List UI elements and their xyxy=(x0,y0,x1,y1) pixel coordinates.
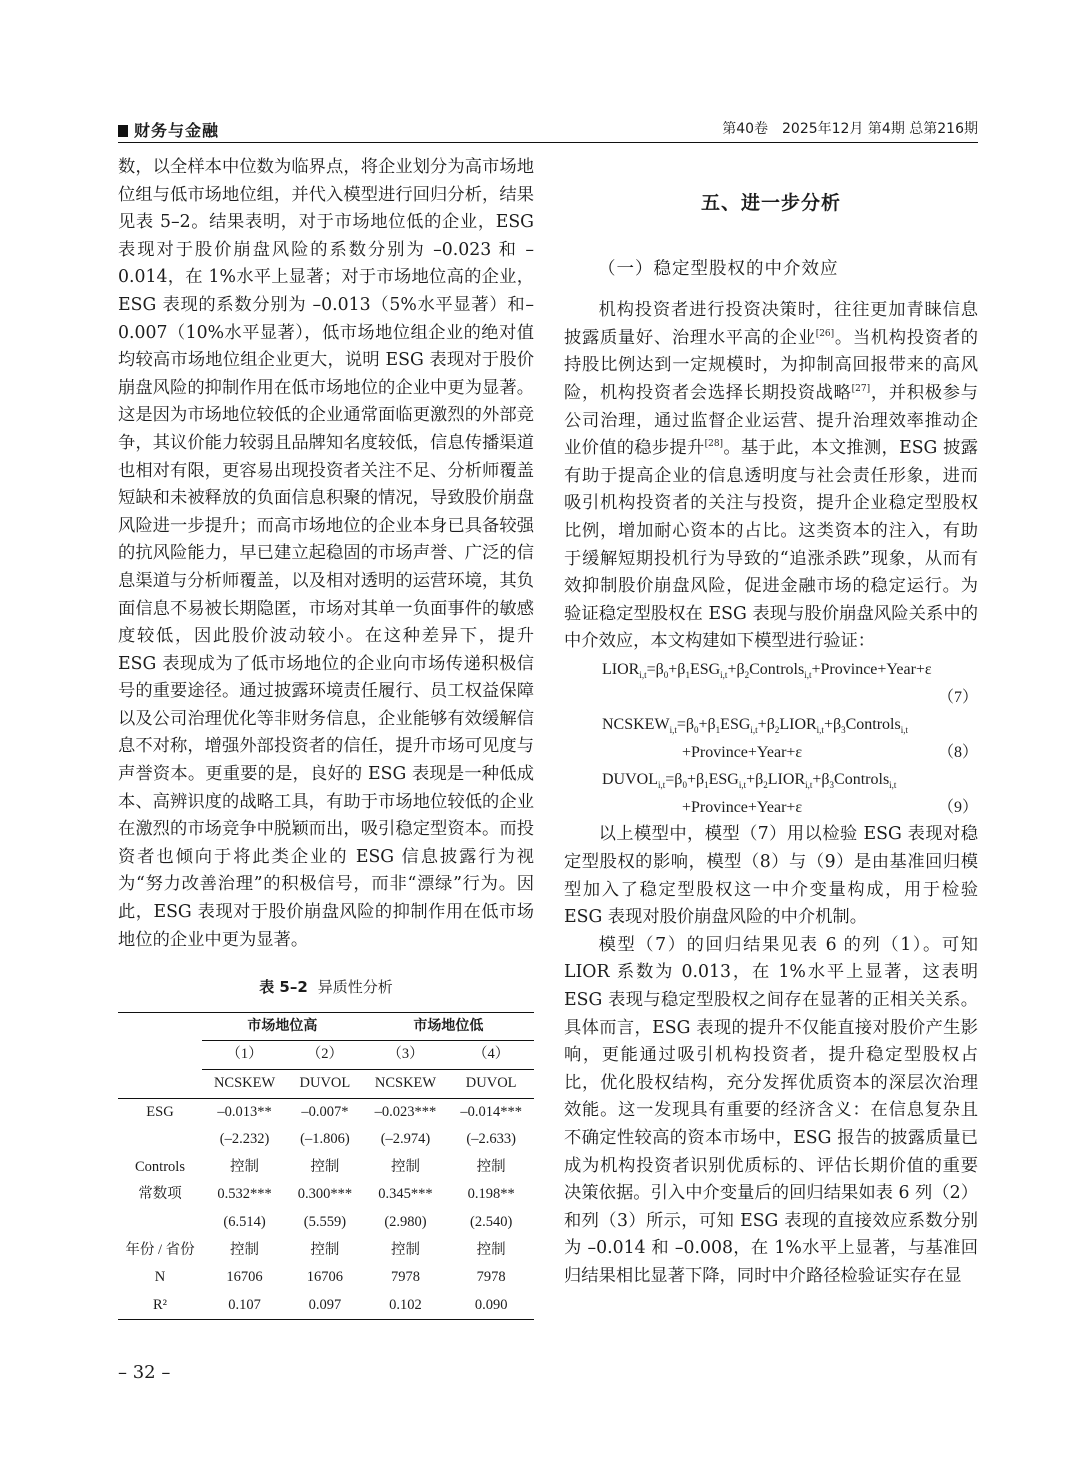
var-header: DUVOL xyxy=(448,1070,534,1099)
group-high-header: 市场地位高 xyxy=(202,1012,363,1041)
table-row xyxy=(118,1181,534,1209)
var-header: DUVOL xyxy=(287,1070,363,1099)
equation-number: （7） xyxy=(937,688,978,706)
table-cell: (2.540) xyxy=(470,1213,513,1230)
citation: [28] xyxy=(704,439,724,450)
equation-9: $DUVOL_{i,t}=\beta_0+\beta_1ESG_{i,t}+\beta_2LIOR_{i,t}+\beta_3Controls_{i,t}$ xyxy=(602,771,897,791)
heterogeneity-table xyxy=(118,1012,534,1321)
table-cell: (–2.974) xyxy=(380,1131,431,1148)
table-row xyxy=(118,1237,534,1265)
row-label xyxy=(118,1126,202,1154)
table-cell: –0.023*** xyxy=(374,1103,437,1120)
row-label: Controls xyxy=(135,1158,185,1175)
table-row xyxy=(118,1209,534,1237)
row-label: 常数项 xyxy=(138,1186,182,1203)
equation-8: $NCSKEW_{i,t}=\beta_0+\beta_1ESG_{i,t}+\beta_2LIOR_{i,t}+\beta_3Controls_{i,t}$ xyxy=(602,716,908,736)
row-label: ESG xyxy=(146,1103,174,1120)
table-cell: 0.107 xyxy=(202,1292,287,1320)
table-cell: 16706 xyxy=(226,1269,263,1286)
col-header: （1） xyxy=(202,1041,287,1070)
table-cell: 0.097 xyxy=(287,1292,363,1320)
section-title: 五、进一步分析 xyxy=(700,192,841,214)
subsection-title: （一）稳定型股权的中介效应 xyxy=(598,258,839,279)
table-row xyxy=(118,1264,534,1292)
equation-number: （8） xyxy=(937,743,978,761)
var-header: NCSKEW xyxy=(202,1070,287,1099)
equation-7: $LIOR_{i,t}=\beta_0+\beta_1ESG_{i,t}+\beta_2Controls_{i,t}+Province+Year+\varepsilon$ xyxy=(602,660,932,681)
col-header: （4） xyxy=(448,1041,534,1070)
row-label: N xyxy=(154,1269,166,1286)
table-cell: 0.090 xyxy=(448,1292,534,1320)
citation: [27] xyxy=(851,384,871,395)
page-number: – 32 – xyxy=(118,1362,171,1383)
table-cell: 控制 xyxy=(390,1241,420,1258)
table-cell: 16706 xyxy=(306,1269,344,1286)
table-cell: 控制 xyxy=(310,1158,340,1175)
right-paragraph-1: 机构投资者进行投资决策时，往往更加青睐信息披露质量好、治理水平高的企业[26]。当机构投资者的持股比例达到一定规模时，为抑制高回报带来的高风险，机构投资者会选择长期投资战略[27]，并积极参与公司治理，通过监督企业运营、提升治理效率推动企业价值的稳步提升[28]。基于此，本文推测，ESG 披露有助于提高企业的信息透明度与社会责任形象，进而吸引机构投资者的关注与投资，提升企业稳定型股权比例，增加耐心资本的占比。这类资本的注入，有助于缓解短期投机行为导致的“追涨杀跌”现象，从而有效抑制股价崩盘风险，促进金融市场的稳定运行。为验证稳定型股权在 ESG 表现与股价崩盘风险关系中的中介效应，本文构建如下模型进行验证： xyxy=(564,300,978,652)
right-column: 五、进一步分析 （一）稳定型股权的中介效应 机构投资者进行投资决策时，往往更加青睐信息披露质量好、治理水平高的企业[26]。当机构投资者的持股比例达到一定规模时，为抑制高回报带来的高风险，机构投资者会选择长期投资战略[27]，并积极参与公司治理，通过监督企业运营、提升治理效率推动企业价值的稳步提升[28]。基于此，本文推测，ESG 披露有助于提高企业的信息透明度与社会责任形象，进而吸引机构投资者的关注与投资，提升企业稳定型股权比例，增加耐心资本的占比。这类资本的注入，有助于缓解短期投机行为导致的“追涨杀跌”现象，从而有效抑制股价崩盘风险，促进金融市场的稳定运行。为验证稳定型股权在 ESG 表现与股价崩盘风险关系中的中介效应，本文构建如下模型进行验证： $LIOR_{i,t}=\beta_0+\beta_1ESG_{i,t}+\beta_2Controls_{i,t}+Province+Year+\varepsilon$ （7） $NCSKEW_{i,t}=\beta_0+\beta_1ESG_{i,t}+\beta_2LIOR_{i,t}+\beta_3Controls_{i,t}$ +Province+Year+ε （8） $DUVOL_{i,t}=\beta_0+\beta_1ESG_{i,t}+\beta_2LIOR_{i,t}+\beta_3Controls_{i,t}$ +Province+Year+ε （9） 以上模型中，模型（7）用以检验 ESG 表现对稳定型股权的影响，模型（8）与（9）是由基准回归模型加入了稳定型股权这一中介变量构成，用于检验 ESG 表现对股价崩盘风险的中介机制。 模型（7）的回归结果见表 6 的列（1）。可知 LIOR 系数为 0.013，在 1%水平上显著，这表明 ESG 表现与稳定型股权之间存在显著的正相关关系。具体而言，ESG 表现的提升不仅能直接对股价产生影响，更能通过吸引机构投资者，提升稳定型股权占比，优化股权结构，充分发挥优质资本的深层次治理效能。这一发现具有重要的经济含义：在信息复杂且不确定性较高的资本市场中，ESG 报告的披露质量已成为机构投资者识别优质标的、评估长期价值的重要决策依据。引入中介变量后的回归结果如表 6 列（2）和列（3）所示，可知 ESG 表现的直接效应系数分别为 –0.014 和 –0.008，在 1%水平上显著，与基准回归结果相比显著下降，同时中介路径检验证实存在显 xyxy=(564,154,978,1291)
table-cell: 0.198** xyxy=(467,1186,515,1203)
table-cell: –0.014*** xyxy=(460,1103,522,1120)
page-header xyxy=(118,118,978,142)
table-cell: 控制 xyxy=(230,1241,260,1258)
table-row xyxy=(118,1292,534,1320)
table-number: 表 5–2 xyxy=(259,978,308,997)
col-header: （2） xyxy=(287,1041,363,1070)
table-cell: 0.300*** xyxy=(297,1186,353,1203)
table-row xyxy=(118,1098,534,1126)
row-label: 年份 / 省份 xyxy=(125,1241,195,1258)
table-cell: 7978 xyxy=(476,1269,506,1286)
col-header: （3） xyxy=(363,1041,449,1070)
table-title: 异质性分析 xyxy=(317,978,393,997)
table-cell: 0.102 xyxy=(363,1292,449,1320)
header-rule xyxy=(118,142,978,143)
table-cell: 控制 xyxy=(476,1158,506,1175)
var-header: NCSKEW xyxy=(363,1070,449,1099)
table-row xyxy=(118,1126,534,1154)
table-cell: 控制 xyxy=(230,1158,260,1175)
table-cell: 控制 xyxy=(310,1241,340,1258)
table-cell: 7978 xyxy=(390,1269,420,1286)
table-cell: –0.013** xyxy=(217,1103,272,1120)
table-cell: (2.980) xyxy=(384,1213,427,1230)
right-paragraph-3: 模型（7）的回归结果见表 6 的列（1）。可知 LIOR 系数为 0.013，在 1%水平上显著，这表明 ESG 表现与稳定型股权之间存在显著的正相关关系。具体而言，ESG 表现的提升不仅能直接对股价产生影响，更能通过吸引机构投资者，提升稳定型股权占比，优化股权结构，充分发挥优质资本的深层次治理效能。这一发现具有重要的经济含义：在信息复杂且不确定性较高的资本市场中，ESG 报告的披露质量已成为机构投资者识别优质标的、评估长期价值的重要决策依据。引入中介变量后的回归结果如表 6 列（2）和列（3）所示，可知 ESG 表现的直接效应系数分别为 –0.014 和 –0.008，在 1%水平上显著，与基准回归结果相比显著下降，同时中介路径检验证实存在显 xyxy=(564,934,978,1286)
table-cell: (–2.633) xyxy=(466,1131,516,1148)
square-marker-icon xyxy=(118,125,128,137)
left-paragraph-1: 数，以全样本中位数为临界点，将企业划分为高市场地位组与低市场地位组，并代入模型进行回归分析，结果见表 5–2。结果表明，对于市场地位低的企业，ESG 表现对于股价崩盘风险的系数分别为 –0.023 和 –0.014，在 1%水平上显著；对于市场地位高的企业，ESG 表现的系数分别为 –0.013（5%水平显著）和–0.007（10%水平显著），低市场地位组企业的绝对值均较高市场地位组企业更大，说明 ESG 表现对于股价崩盘风险的抑制作用在低市场地位的企业中更为显著。这是因为市场地位较低的企业通常面临更激烈的外部竞争，其议价能力较弱且品牌知名度较低，信息传播渠道也相对有限，更容易出现投资者关注不足、分析师覆盖短缺和未被释放的负面信息积聚的情况，导致股价崩盘风险进一步提升；而高市场地位的企业本身已具备较强的抗风险能力，早已建立起稳固的市场声誉、广泛的信息渠道与分析师覆盖，以及相对透明的运营环境，其负面信息不易被长期隐匿，市场对其单一负面事件的敏感度较低，因此股价波动较小。在这种差异下，提升 ESG 表现成为了低市场地位的企业向市场传递积极信号的重要途径。通过披露环境责任履行、员工权益保障以及公司治理优化等非财务信息，企业能够有效缓解信息不对称，增强外部投资者的信任，提升市场可见度与声誉资本。更重要的是，良好的 ESG 表现是一种低成本、高辨识度的战略工具，有助于市场地位较低的企业在激烈的市场竞争中脱颖而出，吸引稳定型资本。而投资者也倾向于将此类企业的 ESG 信息披露行为视为“努力改善治理”的积极信号，而非“漂绿”行为。因此，ESG 表现对于股价崩盘风险的抑制作用在低市场地位的企业中更为显著。 xyxy=(118,157,534,950)
right-paragraph-2: 以上模型中，模型（7）用以检验 ESG 表现对稳定型股权的影响，模型（8）与（9）是由基准回归模型加入了稳定型股权这一中介变量构成，用于检验 ESG 表现对股价崩盘风险的中介机制。 xyxy=(564,824,978,928)
table-row xyxy=(118,1154,534,1182)
table-caption xyxy=(118,974,534,1002)
table-cell: (–1.806) xyxy=(300,1131,350,1148)
left-column xyxy=(118,154,534,1320)
row-label: R² xyxy=(118,1292,202,1320)
table-cell: 0.532*** xyxy=(217,1186,272,1203)
group-low-header: 市场地位低 xyxy=(363,1012,534,1041)
issue-info: 第40卷 2025年12月 第4期 总第216期 xyxy=(722,121,978,137)
table-cell: 0.345*** xyxy=(378,1186,433,1203)
equation-number: （9） xyxy=(937,798,978,816)
citation: [26] xyxy=(815,329,835,340)
table-cell: –0.007* xyxy=(301,1103,349,1120)
table-cell: 控制 xyxy=(390,1158,420,1175)
journal-name: 财务与金融 xyxy=(118,118,219,141)
table-cell: (6.514) xyxy=(223,1213,266,1230)
table-cell: (5.559) xyxy=(303,1213,347,1230)
table-cell: (–2.232) xyxy=(219,1131,270,1148)
row-label xyxy=(118,1209,202,1237)
table-cell: 控制 xyxy=(476,1241,506,1258)
